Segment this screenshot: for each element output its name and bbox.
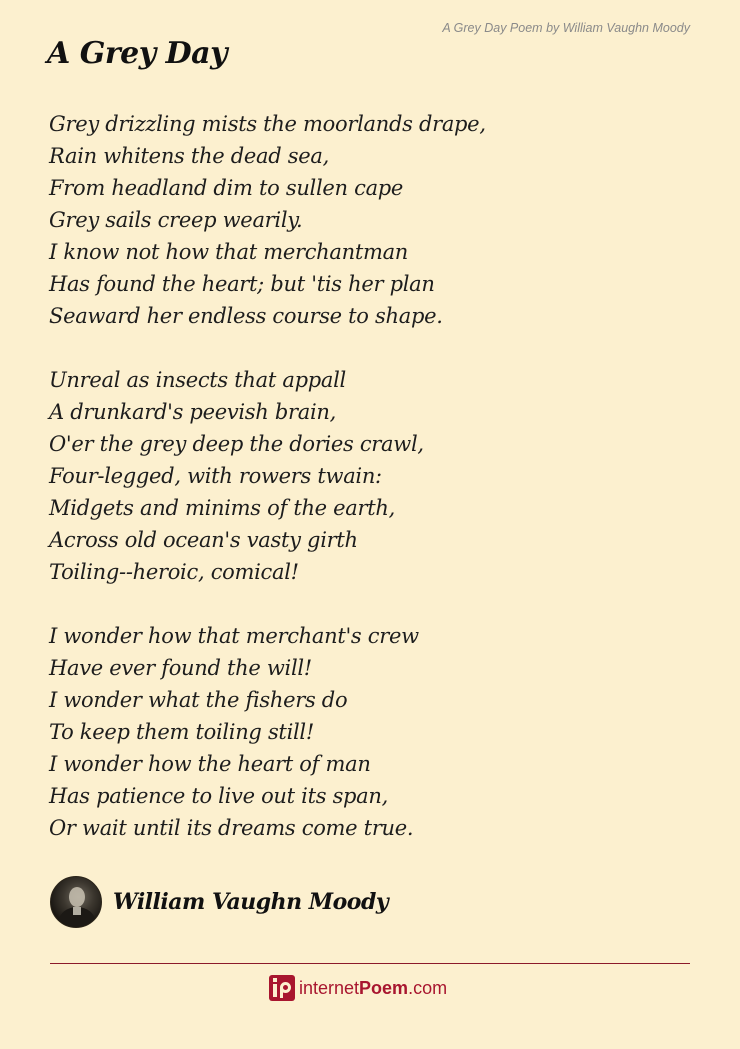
site-logo-link[interactable] (269, 974, 447, 1002)
poem-line: Unreal as insects that appall (49, 368, 346, 392)
internetpoem-logo-icon (269, 975, 295, 1001)
poem-line: From headland dim to sullen cape (49, 176, 404, 200)
stanza-3 (49, 620, 689, 844)
poem-line: Has patience to live out its span, (49, 784, 389, 808)
poem-line: Midgets and minims of the earth, (49, 496, 396, 520)
author-avatar[interactable] (50, 876, 102, 928)
poem-line: Rain whitens the dead sea, (49, 144, 329, 168)
poem-line: Four-legged, with rowers twain: (49, 464, 382, 488)
logo-text-suffix: .com (408, 977, 448, 998)
poem-line: O'er the grey deep the dories crawl, (49, 432, 424, 456)
portrait-collar (73, 907, 81, 915)
poem-line: Grey sails creep wearily. (49, 208, 303, 232)
footer-divider (50, 963, 690, 964)
author-name-link[interactable]: William Vaughn Moody (113, 889, 389, 915)
poem-line: Has found the heart; but 'tis her plan (49, 272, 435, 296)
poem-line: Grey drizzling mists the moorlands drape, (49, 112, 486, 136)
poem-caption: A Grey Day Poem by William Vaughn Moody (442, 21, 690, 35)
poem-line: I wonder how that merchant's crew (49, 624, 419, 648)
poem-line: I know not how that merchantman (49, 240, 409, 264)
poem-line: Have ever found the will! (49, 656, 312, 680)
poem-title: A Grey Day (47, 36, 227, 71)
stanza-2 (49, 364, 689, 588)
logo-text-prefix: internet (299, 977, 360, 998)
logo-text-bold: Poem (359, 977, 409, 998)
stanza-1 (49, 108, 689, 332)
poem-body (49, 108, 689, 844)
poem-line: Across old ocean's vasty girth (49, 528, 358, 552)
poem-line: Toiling--heroic, comical! (49, 560, 299, 584)
poem-line: Or wait until its dreams come true. (49, 816, 414, 840)
portrait-head (69, 887, 85, 907)
poem-line: Seaward her endless course to shape. (49, 304, 443, 328)
poem-line: To keep them toiling still! (49, 720, 314, 744)
site-logo-text (299, 978, 447, 999)
poem-line: I wonder what the fishers do (49, 688, 348, 712)
poem-line: I wonder how the heart of man (49, 752, 371, 776)
poem-line: A drunkard's peevish brain, (49, 400, 336, 424)
author-row[interactable] (50, 876, 388, 928)
